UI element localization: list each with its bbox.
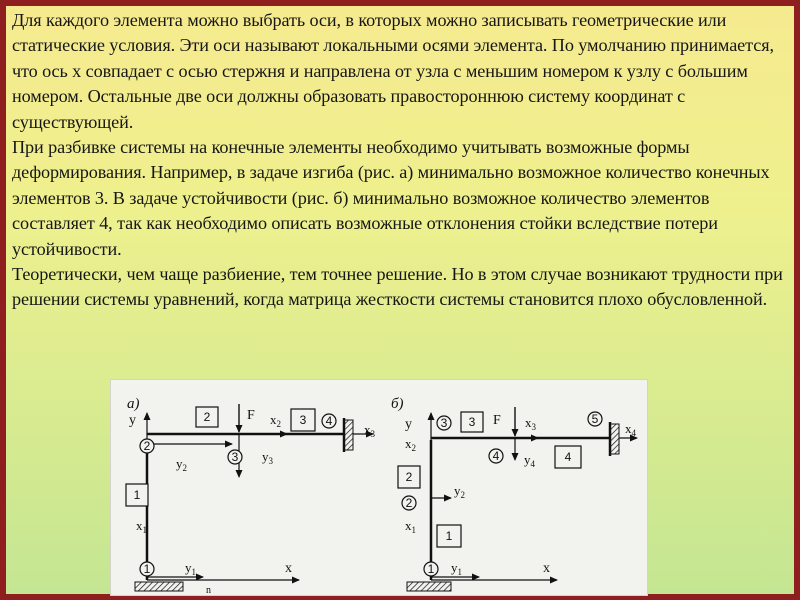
figure-a-title: а) (127, 396, 140, 412)
figure-b-y4-label: $y_4$ (524, 452, 535, 469)
figure-a-base-support (135, 582, 183, 591)
figure-a-force-label: F (247, 408, 255, 423)
svg-text:4: 4 (564, 450, 572, 464)
figure-b-force-label: F (493, 413, 501, 428)
figure-b-node-2 (402, 496, 416, 510)
svg-text:2: 2 (143, 439, 151, 453)
figure-a (126, 396, 376, 595)
svg-text:5: 5 (591, 412, 599, 426)
svg-text:1: 1 (143, 562, 151, 576)
svg-text:3: 3 (440, 416, 448, 430)
figure-b-title: б) (391, 396, 404, 412)
figure-b-y2-label: $y_2$ (454, 483, 465, 500)
figure-b-global-x-label: x (543, 561, 550, 576)
figure-b-wall-support (610, 424, 619, 454)
figure-b-node-5 (588, 412, 602, 426)
svg-text:1: 1 (133, 488, 141, 502)
figure-b-node-3 (437, 416, 451, 430)
figure-b-base-support (407, 582, 451, 591)
figure-a-x2-label: $x_2$ (270, 412, 281, 429)
svg-text:3: 3 (468, 415, 476, 429)
slide (6, 6, 794, 594)
svg-text:2: 2 (203, 410, 211, 424)
figure-b-node-1 (424, 562, 438, 576)
svg-text:4: 4 (492, 449, 500, 463)
svg-text:3: 3 (231, 450, 239, 464)
figure-b-x4-label: $x_4$ (625, 421, 636, 438)
figure-a-base-mark: n (206, 585, 211, 595)
svg-text:2: 2 (405, 496, 413, 510)
figure-b-x1-label: $x_1$ (405, 518, 416, 535)
svg-text:2: 2 (405, 470, 413, 484)
figure-b (391, 396, 637, 591)
svg-text:1: 1 (445, 529, 453, 543)
text-block (12, 8, 790, 313)
figure-a-x1-label: $x_1$ (136, 518, 147, 535)
figure-b-node-4 (489, 449, 503, 463)
figure-a-node-4 (322, 414, 336, 428)
figure-frames (110, 379, 648, 596)
svg-text:1: 1 (427, 562, 435, 576)
paragraph-theory: Теоретически, чем чаще разбиение, тем точнее решение. Но в этом случае возникают трудности при решении системы уравнений, когда матрица жесткости системы становится плохо обусловленной. (12, 264, 783, 310)
figure-svg (111, 380, 647, 595)
svg-text:4: 4 (325, 414, 333, 428)
figure-a-global-y-label: y (129, 413, 136, 428)
figure-a-element-2 (196, 407, 218, 427)
figure-a-y2-label: $y_2$ (176, 456, 187, 473)
figure-a-x3-label: $x_3$ (364, 422, 375, 439)
figure-b-element-1 (437, 525, 461, 547)
figure-a-y3-label: $y_3$ (262, 449, 273, 466)
figure-a-node-3 (228, 450, 242, 464)
figure-b-element-3 (461, 412, 483, 432)
figure-b-x2-label: $x_2$ (405, 436, 416, 453)
svg-text:3: 3 (299, 413, 307, 427)
paragraph-local-axes: Для каждого элемента можно выбрать оси, в которых можно записывать геометрические или статические условия. Эти оси называют локальными осями элемента. По умолчанию принимается, что ось x совпадает с осью стержня и направлена от узла с меньшим номером к узлу с большим номером. Остальные две оси должны образовать правостороннюю систему координат с существующей. (12, 10, 774, 132)
figure-a-y1-label: $y_1$ (185, 560, 196, 577)
figure-a-node-1 (140, 562, 154, 576)
paragraph-discretization: При разбивке системы на конечные элементы необходимо учитывать возможные формы деформирования. Например, в задаче изгиба (рис. а) минимально возможное количество конечных элементов 3. В задаче устойчивости (рис. б) минимально возможное количество элементов составляет 4, так как необходимо описать возможные отклонения стойки вследствие потери устойчивости. (12, 137, 770, 259)
figure-a-wall-support (344, 420, 353, 450)
figure-b-y1-label: $y_1$ (451, 560, 462, 577)
figure-b-element-2 (398, 466, 420, 488)
figure-b-x3-label: $x_3$ (525, 415, 536, 432)
figure-a-node-2 (140, 439, 154, 453)
figure-b-element-4 (555, 446, 581, 468)
figure-a-element-3 (291, 409, 315, 431)
figure-b-global-y-label: y (405, 417, 412, 432)
figure-a-global-x-label: x (285, 561, 292, 576)
figure-a-element-1 (126, 484, 148, 506)
